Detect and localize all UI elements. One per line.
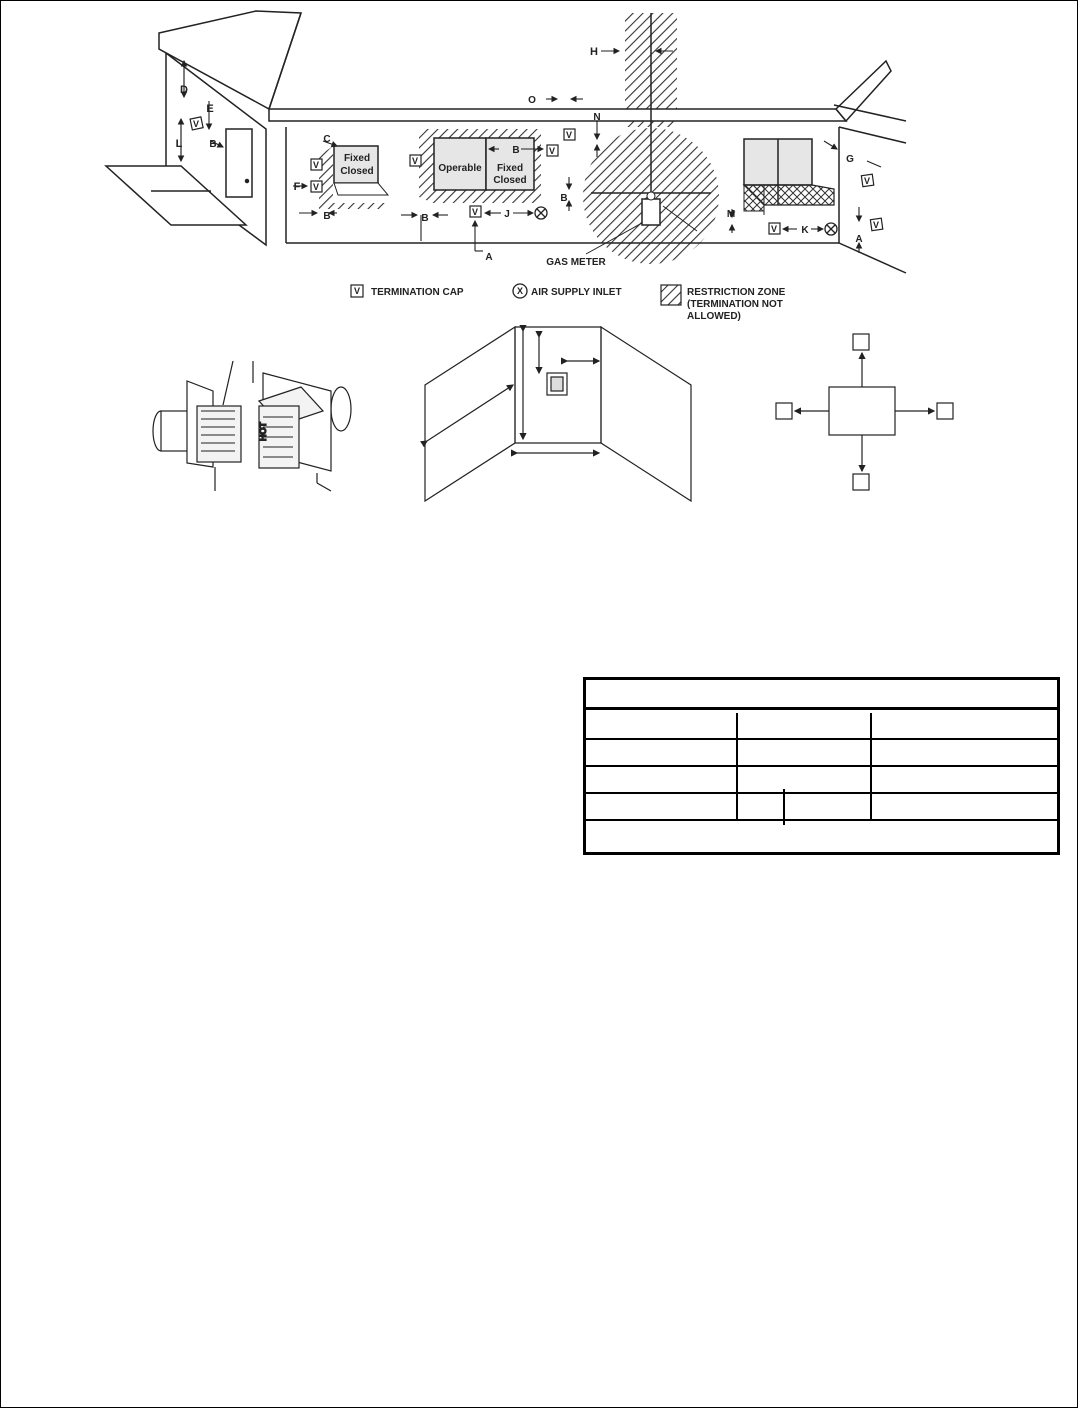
- svg-text:G: G: [846, 154, 854, 165]
- legend-restriction-line3: ALLOWED): [687, 311, 741, 322]
- svg-text:V: V: [863, 176, 871, 186]
- svg-text:J: J: [504, 209, 510, 220]
- table-footer-row: [586, 789, 1057, 825]
- legend: [351, 284, 786, 322]
- vent-termination-diagram: [1, 1, 1079, 531]
- svg-text:B: B: [560, 193, 568, 204]
- svg-text:V: V: [872, 220, 880, 230]
- svg-text:K: K: [801, 225, 809, 236]
- svg-text:L: L: [175, 138, 183, 150]
- cap-lettering: HOT: [258, 422, 268, 441]
- svg-text:V: V: [565, 130, 573, 140]
- svg-text:V: V: [471, 207, 479, 217]
- svg-text:V: V: [770, 224, 778, 234]
- closed-label: Closed: [340, 166, 374, 177]
- table-cell: [586, 740, 736, 765]
- fixed-label: Fixed: [343, 153, 371, 164]
- table-row: [586, 740, 1057, 767]
- svg-text:N: N: [593, 112, 601, 123]
- svg-text:F: F: [293, 181, 301, 193]
- svg-text:B: B: [323, 211, 331, 222]
- table-footer-cell: [783, 789, 1057, 825]
- deck-structure: [744, 139, 834, 215]
- clearance-table: [583, 677, 1060, 855]
- svg-text:E: E: [206, 103, 214, 115]
- svg-text:D: D: [180, 84, 188, 96]
- table-footer-cell: [586, 789, 783, 825]
- table-title: [586, 680, 1057, 710]
- legend-termination-label: TERMINATION CAP: [371, 287, 464, 298]
- multi-termination-diagram: [776, 334, 953, 490]
- svg-text:C: C: [323, 134, 331, 145]
- svg-text:V: V: [411, 156, 419, 166]
- table-cell: [736, 713, 870, 738]
- operable-label: Operable: [438, 163, 482, 174]
- legend-air-label: AIR SUPPLY INLET: [531, 287, 622, 298]
- svg-text:O: O: [528, 95, 536, 106]
- vent-cap-illustrations: [153, 361, 351, 491]
- corner-clearance-diagram: [425, 327, 691, 501]
- svg-text:B: B: [512, 145, 520, 156]
- svg-text:V: V: [548, 146, 556, 156]
- legend-restriction-line2: (TERMINATION NOT: [687, 299, 783, 310]
- legend-termination-symbol: V: [353, 286, 361, 296]
- fixed-window-left: [334, 146, 388, 195]
- svg-text:B: B: [209, 139, 217, 150]
- table-cell: [870, 713, 1057, 738]
- table-cell: [586, 713, 736, 738]
- svg-text:V: V: [312, 160, 320, 170]
- table-cell: [870, 740, 1057, 765]
- svg-text:B: B: [421, 213, 429, 224]
- table-cell: [736, 740, 870, 765]
- legend-restriction-line1: RESTRICTION ZONE: [687, 287, 786, 298]
- svg-text:M: M: [726, 209, 736, 220]
- gas-meter-label: GAS METER: [546, 257, 606, 268]
- legend-air-symbol: X: [516, 286, 524, 296]
- svg-text:A: A: [855, 234, 863, 245]
- svg-text:A: A: [485, 252, 493, 263]
- fixed-label-2: Fixed: [496, 163, 524, 174]
- closed-label-2: Closed: [493, 175, 527, 186]
- svg-text:V: V: [312, 182, 320, 192]
- svg-text:V: V: [192, 119, 200, 129]
- svg-text:H: H: [590, 46, 598, 58]
- table-row: [586, 713, 1057, 740]
